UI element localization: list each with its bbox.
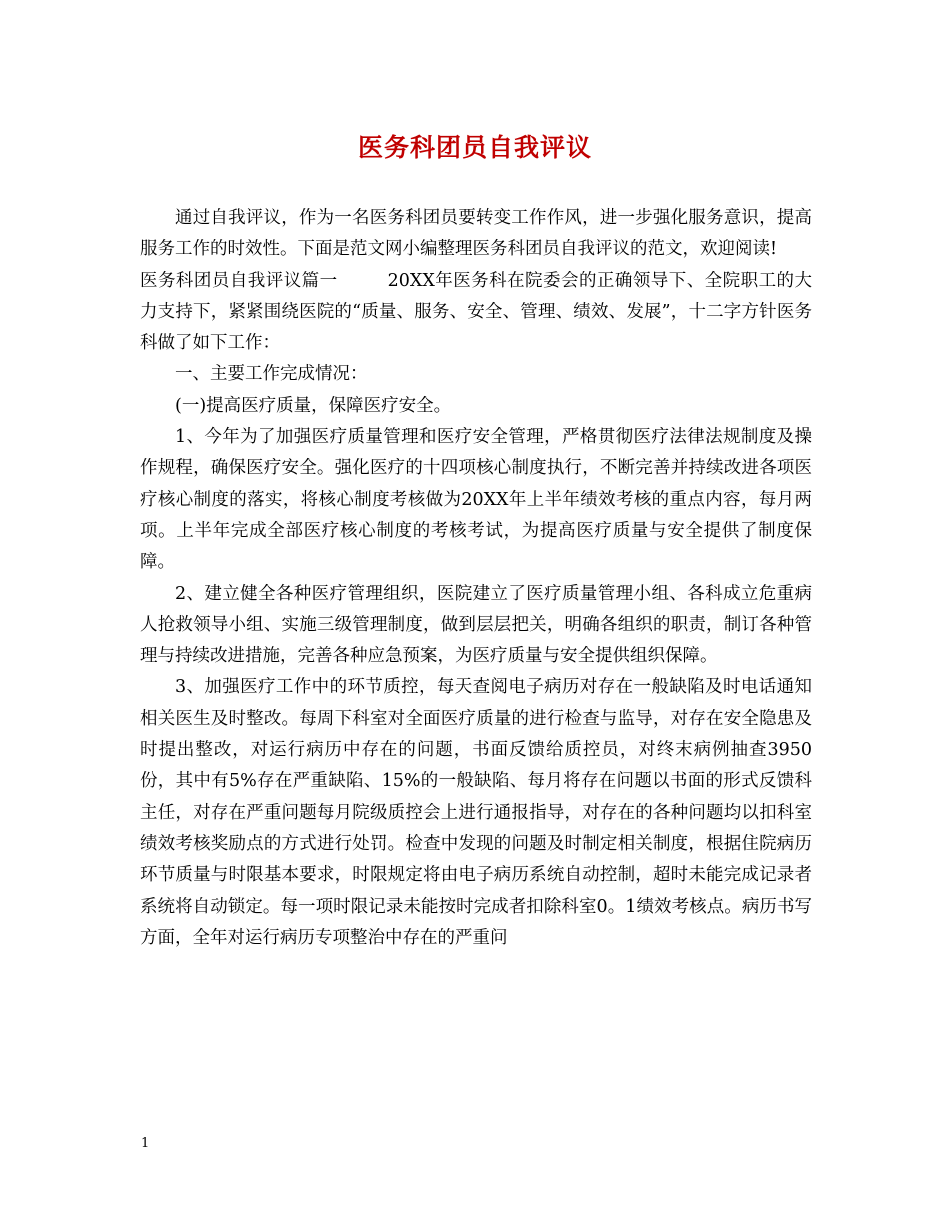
section-lead: 20XX年医务科在院委会的正确领导下、全院职工的 — [387, 270, 795, 291]
page-number: 1 — [141, 1136, 150, 1151]
intro-paragraph: 通过自我评议，作为一名医务科团员要转变工作作风，进一步强化服务意识，提高服务工作的时效性。下面是范文网小编整理医务科团员自我评议的范文，欢迎阅读! — [140, 208, 812, 260]
heading-main-work: 一、主要工作完成情况： — [175, 364, 368, 385]
document-title: 医务科团员自我评议 — [357, 133, 592, 162]
heading-quality: (一)提高医疗质量，保障医疗安全。 — [175, 395, 452, 416]
section-heading: 医务科团员自我评议篇一 — [140, 270, 338, 291]
section-paragraph — [140, 266, 812, 360]
section-continuation: 大力支持下，紧紧围绕医院的“质量、服务、安全、管理、绩效、发展”，十二字方针医务科做了如下工作： — [140, 270, 812, 354]
paragraph-item-2: 2、建立健全各种医疗管理组织，医院建立了医疗质量管理小组、各科成立危重病人抢救领导小组、实施三级管理制度，做到层层把关，明确各组织的职责，制订各种管理与持续改进措施，完善各种应急预案，为医疗质量与安全提供组织保障。 — [140, 583, 812, 667]
document-body — [140, 203, 812, 954]
paragraph-item-1: 1、今年为了加强医疗质量管理和医疗安全管理，严格贯彻医疗法律法规制度及操作规程，确保医疗安全。强化医疗的十四项核心制度执行，不断完善并持续改进各项医疗核心制度的落实，将核心制度考核做为20XX年上半年绩效考核的重点内容，每月两项。上半年完成全部医疗核心制度的考核考试，为提高医疗质量与安全提供了制度保障。 — [140, 427, 812, 573]
paragraph-item-3: 3、加强医疗工作中的环节质控，每天查阅电子病历对存在一般缺陷及时电话通知相关医生及时整改。每周下科室对全面医疗质量的进行检查与监导，对存在安全隐患及时提出整改，对运行病历中存在的问题，书面反馈给质控员，对终末病例抽查3950份，其中有5%存在严重缺陷、15%的一般缺陷、每月将存在问题以书面的形式反馈科主任，对存在严重问题每月院级质控会上进行通报指导，对存在的各种问题均以扣科室绩效考核奖励点的方式进行处罚。检查中发现的问题及时制定相关制度，根据住院病历环节质量与时限基本要求，时限规定将由电子病历系统自动控制，超时未能完成记录者系统将自动锁定。每一项时限记录未能按时完成者扣除科室0。1绩效考核点。病历书写方面，全年对运行病历专项整治中存在的严重问 — [140, 677, 812, 948]
